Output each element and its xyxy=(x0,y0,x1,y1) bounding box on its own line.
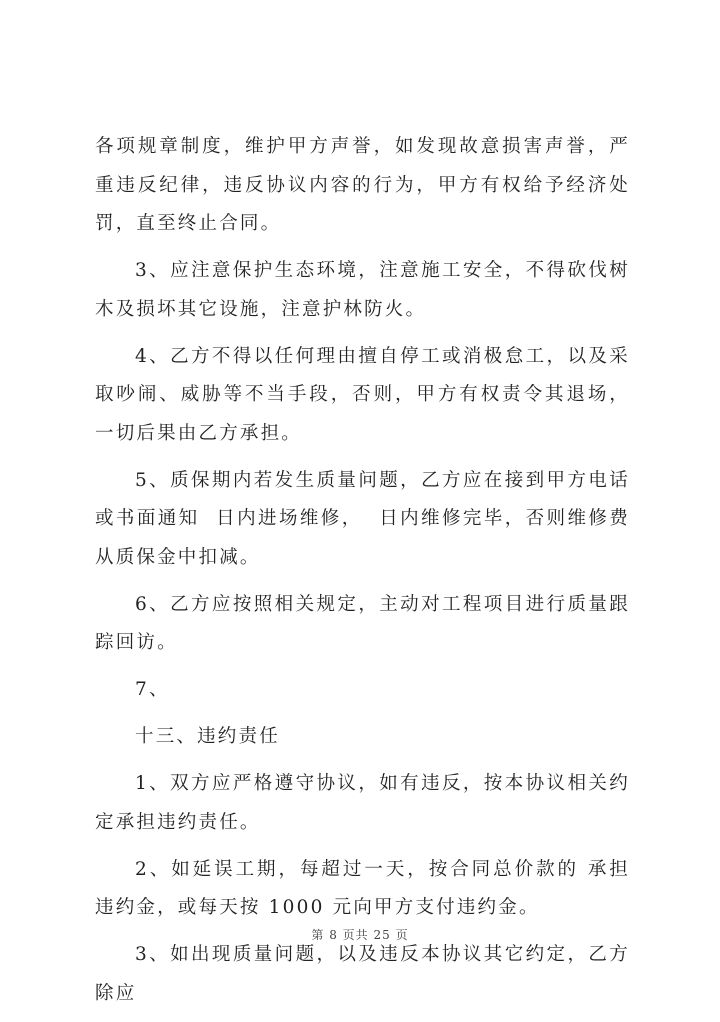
section-heading: 十三、违约责任 xyxy=(135,726,280,747)
paragraph-7: 1、双方应严格遵守协议，如有违反，按本协议相关约定承担违约责任。 xyxy=(95,773,630,833)
document-body xyxy=(95,128,630,1022)
paragraph-2: 3、应注意保护生态环境，注意施工安全，不得砍伐树木及损坏其它设施，注意护林防火。 xyxy=(95,260,630,320)
paragraph-6: 7、 xyxy=(135,679,170,700)
paragraph-8: 2、如延误工期，每超过一天，按合同总价款的 承担违约金，或每天按 1000 元向甲方支付违约金。 xyxy=(95,858,630,918)
paragraph-5: 6、乙方应按照相关规定，主动对工程项目进行质量跟踪回访。 xyxy=(95,593,630,653)
paragraph-1: 各项规章制度，维护甲方声誉，如发现故意损害声誉，严重违反纪律，违反协议内容的行为，甲方有权给予经济处罚，直至终止合同。 xyxy=(95,136,630,234)
paragraph-3: 4、乙方不得以任何理由擅自停工或消极怠工，以及采取吵闹、威胁等不当手段，否则，甲方有权责令其退场，一切后果由乙方承担。 xyxy=(95,345,630,444)
page-number-footer: 第 8 页共 25 页 xyxy=(311,928,409,942)
paragraph-4: 5、质保期内若发生质量问题，乙方应在接到甲方电话或书面通知 日内进场维修， 日内维修完毕，否则维修费从质保金中扣减。 xyxy=(95,469,630,568)
paragraph-9: 3、如出现质量问题，以及违反本协议其它约定，乙方除应 xyxy=(95,944,630,1004)
